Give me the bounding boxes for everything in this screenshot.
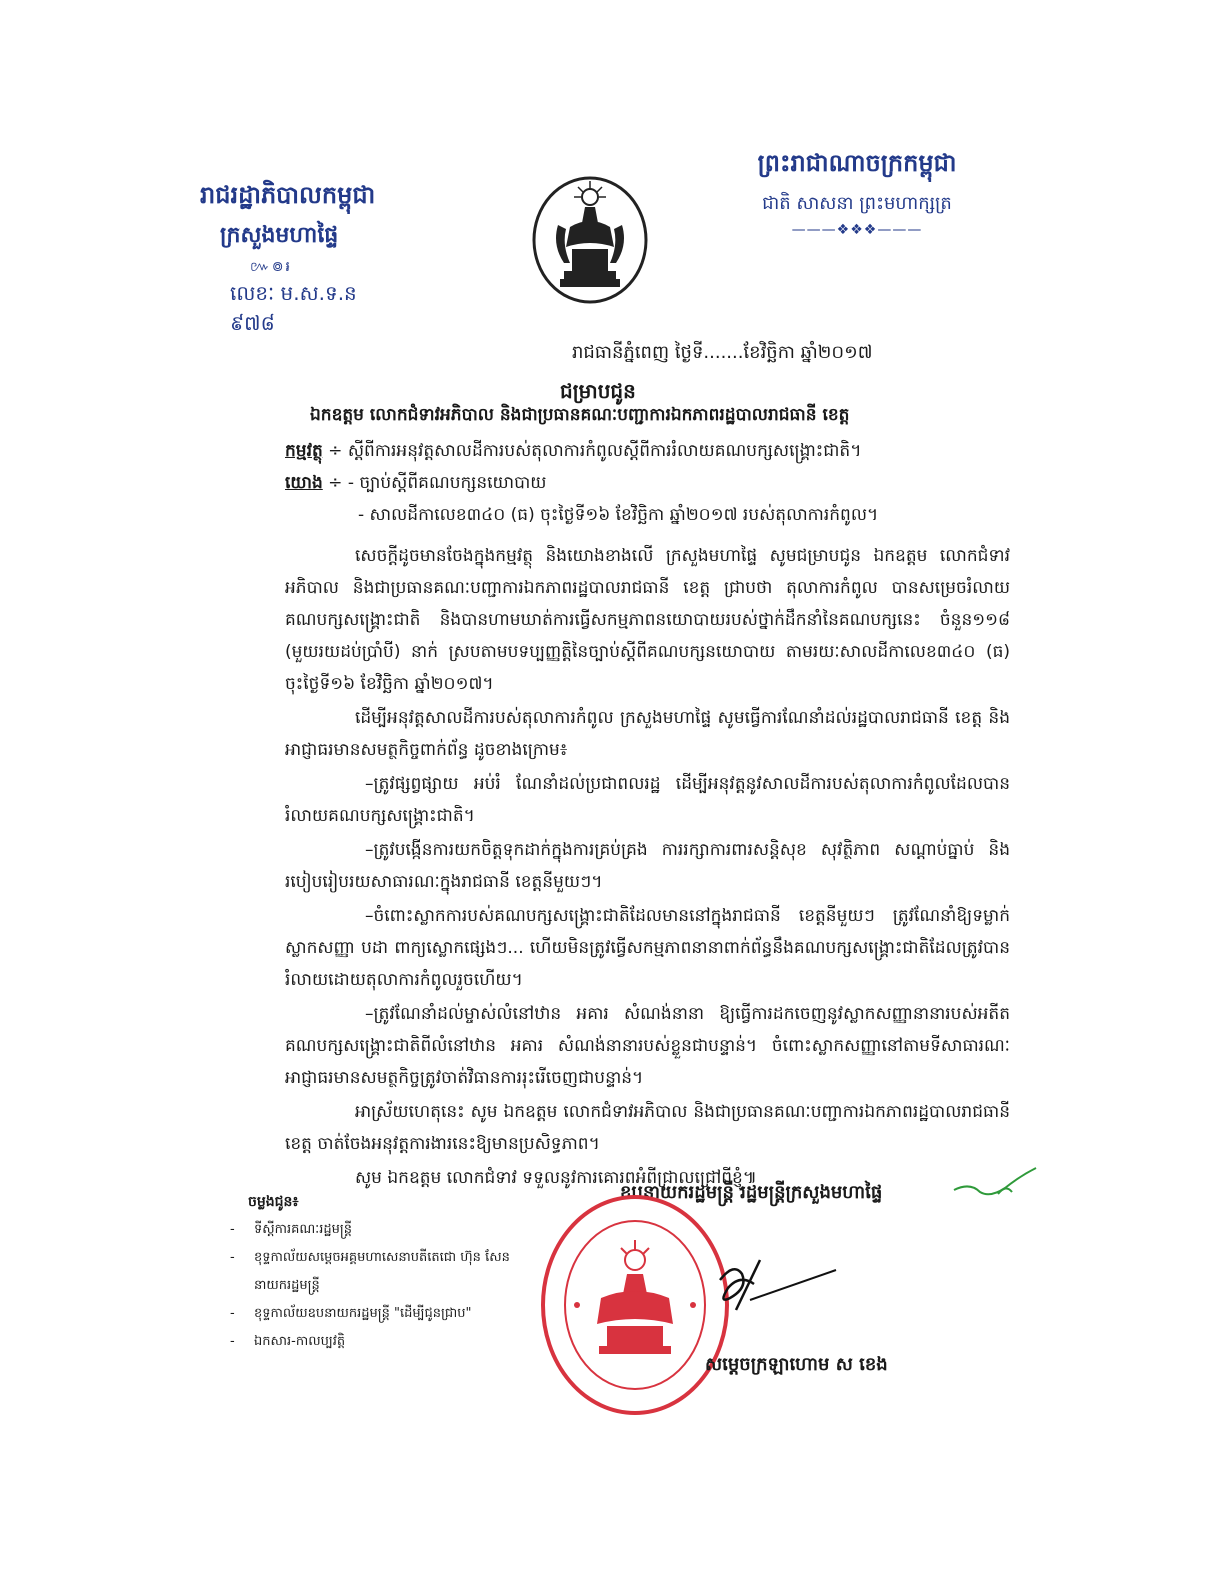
subject-text: ស្តីពីការអនុវត្តសាលដីការបស់តុលាការកំពូលស្តីពីការរំលាយគណបក្សសង្គ្រោះជាតិ។ [347, 441, 862, 461]
date-line: រាជធានីភ្នំពេញ ថ្ងៃទី.......ខែវិច្ឆិកា ឆ្នាំ២០១៧ [572, 342, 873, 363]
reference-1: - ច្បាប់ស្តីពីគណបក្សនយោបាយ [347, 473, 547, 493]
signatory-title: ឧបនាយករដ្ឋមន្ត្រី រដ្ឋមន្ត្រីក្រសួងមហាផ្ទៃ [620, 1182, 883, 1203]
notice-title: ជម្រាបជូន [560, 379, 636, 403]
cc-item: - ខុទ្ទកាល័យសម្តេចអគ្គមហាសេនាបតីតេជោ ហ៊ុន សែន នាយករដ្ឋមន្ត្រី [230, 1244, 510, 1300]
body-bullet-2: –ត្រូវបង្កើនការយកចិត្តទុកដាក់ក្នុងការគ្រប់គ្រង ការរក្សាការពារសន្តិសុខ សុវត្ថិភាព សណ្តាប់ធ្នាប់ និងរបៀបរៀបរយសាធារណៈក្នុងរាជធានី ខេត្តនីមួយៗ។ [285, 840, 1010, 892]
cc-item: - ខុទ្ទកាល័យឧបនាយករដ្ឋមន្ត្រី "ដើម្បីជូនជ្រាប" [230, 1300, 510, 1328]
recipient: ឯកឧត្តម លោកជំទាវអភិបាល និងជាប្រធានគណៈបញ្ជាការឯកភាពរដ្ឋបាលរាជធានី ខេត្ត [310, 405, 850, 425]
green-initials-icon [950, 1162, 1040, 1202]
reference-label: យោង [285, 473, 323, 493]
signatory-name: សម្តេចក្រឡាហោម ស ខេង [705, 1354, 888, 1375]
ministry-name: ក្រសួងមហាផ្ទៃ [220, 223, 339, 248]
letter-body [285, 540, 1010, 1196]
body-paragraph-instruction: ដើម្បីអនុវត្តសាលដីការបស់តុលាការកំពូល ក្រសួងមហាផ្ទៃ សូមធ្វើការណែនាំដល់រដ្ឋបាលរាជធានី ខេត្ត និងអាជ្ញាធរមានសមត្ថកិច្ចពាក់ព័ន្ធ ដូចខាងក្រោម៖ [285, 708, 1010, 760]
body-paragraph-closing: សូម ឯកឧត្តម លោកជំទាវ ទទួលនូវការគោរពអំពីជ្រាលជ្រៅពីខ្ញុំ៕ [355, 1168, 757, 1188]
body-paragraph-intro: សេចក្តីដូចមានចែងក្នុងកម្មវត្ថុ និងយោងខាងលើ ក្រសួងមហាផ្ទៃ សូមជម្រាបជូន ឯកឧត្តម លោកជំទាវអភិបាល និងជាប្រធានគណៈបញ្ជាការឯកភាពរដ្ឋបាលរាជធានី ខេត្ត ជ្រាបថា តុលាការកំពូល បានសម្រេចរំលាយគណបក្សសង្គ្រោះជាតិ និងបានហាមឃាត់ការធ្វើសកម្មភាពនយោបាយរបស់ថ្នាក់ដឹកនាំនៃគណបក្សនេះ ចំនួន១១៨ (មួយរយដប់ប្រាំបី) នាក់ ស្របតាមបទប្បញ្ញត្តិនៃច្បាប់ស្តីពីគណបក្សនយោបាយ តាមរយៈសាលដីកាលេខ៣៤០ (ធ) ចុះថ្ងៃទី១៦ ខែវិច្ឆិកា ឆ្នាំ២០១៧។ [285, 546, 1010, 694]
body-bullet-3: –ចំពោះស្លាកការបស់គណបក្សសង្គ្រោះជាតិដែលមាននៅក្នុងរាជធានី ខេត្តនីមួយៗ ត្រូវណែនាំឱ្យទម្លាក់ស្លាកសញ្ញា បដា ពាក្យស្លោកផ្សេងៗ... ហើយមិនត្រូវធ្វើសកម្មភាពនានាពាក់ព័ន្ធនឹងគណបក្សសង្គ្រោះជាតិដែលត្រូវបានរំលាយដោយតុលាការកំពូលរួចហើយ។ [285, 906, 1010, 990]
body-bullet-4: –ត្រូវណែនាំដល់ម្ចាស់លំនៅឋាន អគារ សំណង់នានា ឱ្យធ្វើការដកចេញនូវស្លាកសញ្ញានានារបស់អតីតគណបក្សសង្គ្រោះជាតិពីលំនៅឋាន អគារ សំណង់នានារបស់ខ្លួនជាបន្ទាន់។ ចំពោះស្លាកសញ្ញានៅតាមទីសាធារណៈ អាជ្ញាធរមានសមត្ថកិច្ចត្រូវចាត់វិធានការរុះរើចេញជាបន្ទាន់។ [285, 1004, 1010, 1088]
reference-line-1 [285, 472, 546, 497]
handwritten-signature-icon [700, 1240, 840, 1340]
cc-item: - ឯកសារ-កាលប្បវត្តិ [230, 1328, 510, 1356]
reference-number: លេខៈ ម.ស.ទ.ន ៩៧៨ [230, 281, 357, 335]
kingdom-motto [752, 148, 962, 238]
cc-item: - ទីស្តីការគណៈរដ្ឋមន្ត្រី [230, 1216, 510, 1244]
body-paragraph-conclusion: អាស្រ័យហេតុនេះ សូម ឯកឧត្តម លោកជំទាវអភិបាល និងជាប្រធានគណៈបញ្ជាការឯកភាពរដ្ឋបាលរាជធានី ខេត្ត ចាត់ចែងអនុវត្តការងារនេះឱ្យមានប្រសិទ្ធភាព។ [285, 1102, 1010, 1154]
body-bullet-1: –ត្រូវផ្សព្វផ្សាយ អប់រំ ណែនាំដល់ប្រជាពលរដ្ឋ ដើម្បីអនុវត្តនូវសាលដីការបស់តុលាការកំពូលដែលបានរំលាយគណបក្សសង្គ្រោះជាតិ។ [285, 774, 1010, 826]
cc-list [230, 1188, 510, 1356]
government-name: រាជរដ្ឋាភិបាលកម្ពុជា [200, 181, 376, 209]
motto-ornament: ———❖❖❖——— [791, 222, 923, 238]
subject-line [285, 440, 1005, 465]
reference-2: - សាលដីកាលេខ៣៤០ (ធ) ចុះថ្ងៃទី១៦ ខែវិច្ឆិកា ឆ្នាំ២០១៧ របស់តុលាការកំពូល។ [358, 505, 879, 525]
ministry-letterhead [200, 180, 400, 340]
subject-label: កម្មវត្ថុ [285, 441, 323, 461]
subject-separator: ÷ [322, 441, 348, 461]
kingdom-name: ព្រះរាជាណាចក្រកម្ពុជា [757, 149, 957, 177]
cc-title: ចម្លងជូន៖ [248, 1194, 299, 1210]
letterhead-ornament: ៚៙៛ [250, 259, 292, 275]
royal-emblem-icon [530, 175, 650, 305]
national-motto: ជាតិ សាសនា ព្រះមហាក្សត្រ [762, 193, 952, 214]
reference-separator: ÷ [322, 473, 348, 493]
